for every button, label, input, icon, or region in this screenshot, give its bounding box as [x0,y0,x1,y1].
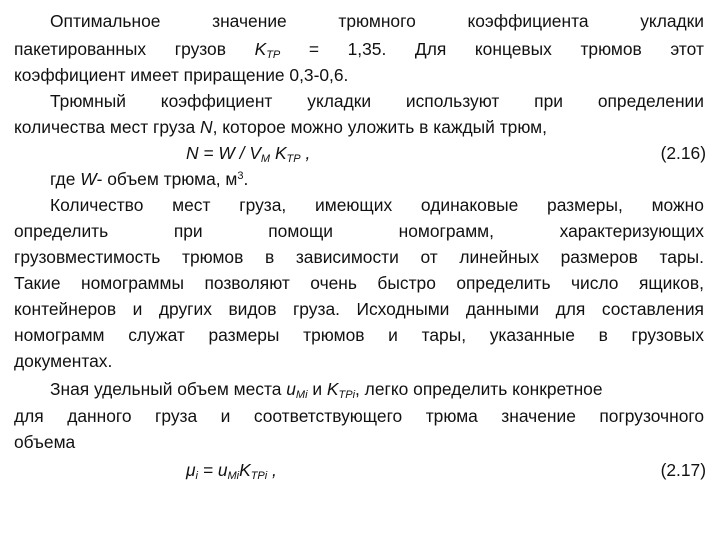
word: и [388,325,398,345]
word: номограмм [14,325,105,345]
word: размеры [208,325,280,345]
word: Исходными [356,299,450,319]
p1-line3: коэффициент имеет приращение 0,3-0,6. [14,65,349,85]
word: зависимости [295,247,399,267]
word: трюмного [338,11,416,31]
p3-line5 [14,296,704,322]
word: контейнеров [14,299,117,319]
word: от [420,247,438,267]
word: в [264,247,275,267]
p4-line3: объема [14,432,76,452]
p3-line1 [50,192,704,218]
word: размеров [560,247,638,267]
word: составления [601,299,704,319]
word: определить [14,221,109,241]
word: очень [310,273,357,293]
word: для [555,299,586,319]
k-tr-value: 1,35. [347,39,387,59]
k-tr-symbol: $K_{ТР}$ [254,39,281,61]
word: Трюмный [50,91,126,111]
word: размеры, [547,195,623,215]
word: помощи [268,221,333,241]
p1-line2 [14,36,704,62]
where-line: где W- объем трюма, $м^3$. [50,169,249,189]
word: укладки [640,11,704,31]
p4-line2 [14,403,704,429]
word: тары. [659,247,704,267]
word: Количество [50,195,144,215]
word: трюмов [181,247,244,267]
text-run: количества мест груза [14,117,201,137]
word: коэффициента [467,11,589,31]
word: соответствующего [253,406,403,426]
word: других [158,299,212,319]
word: грузов [174,39,226,59]
word: число [570,273,619,293]
word: служат [128,325,185,345]
word: быстро [377,273,436,293]
word: этот [670,39,704,59]
word: ящиков, [638,273,704,293]
word: имеющих [315,195,393,215]
p3-line7: документах. [14,351,113,371]
p3-line2 [14,218,704,244]
word: Такие [14,273,61,293]
word: грузовых [631,325,704,345]
word: концевых [474,39,552,59]
word: определении [597,91,704,111]
word: видов [228,299,277,319]
n-symbol: N [200,117,213,137]
word: трюмов [303,325,365,345]
word: характеризующих [559,221,704,241]
text-run: , которое можно уложить в каждый трюм, [212,117,547,137]
p1-line1 [50,8,704,34]
equals-sign: = [308,39,320,59]
word: при [534,91,563,111]
word: указанные [489,325,575,345]
word: груза, [239,195,287,215]
word: трюмов [580,39,642,59]
word: трюма [425,406,478,426]
p3-line6 [14,322,704,348]
word: коэффициент [160,91,273,111]
word: данного [67,406,132,426]
formula-2-16: $N = W / V_M$ $K_{ТР}$ , [186,143,311,165]
formula-2-16-number: (2.16) [660,143,706,163]
word: груза. [292,299,340,319]
word: пакетированных [14,39,147,59]
word: можно [651,195,704,215]
word: Оптимальное [50,11,161,31]
word: значение [212,11,287,31]
p3-line4 [14,270,704,296]
word: и [220,406,231,426]
p2-line1 [50,88,704,114]
word: тары, [421,325,467,345]
word: позволяют [204,273,290,293]
word: номограммы [80,273,184,293]
word: номограмм, [398,221,494,241]
word: мест [172,195,211,215]
word: груза [155,406,198,426]
p4-line1: Зная удельный объем места $u_{Mi}$ и $K_{TPi}$, легко определить конкретное [50,379,603,401]
word: определить [456,273,551,293]
word: в [598,325,608,345]
word: линейных [459,247,539,267]
word: Для [414,39,447,59]
word: данными [465,299,540,319]
word: для [14,406,44,426]
word: укладки [307,91,372,111]
word: значение [501,406,576,426]
formula-2-17: $\mu_i = u_{Mi}K_{TPi}$ , [186,460,277,482]
formula-2-17-number: (2.17) [660,460,706,480]
word: используют [405,91,500,111]
word: и [132,299,143,319]
word: грузовместимость [14,247,161,267]
word: при [173,221,203,241]
p2-line2 [14,114,704,140]
word: одинаковые [420,195,519,215]
p3-line3 [14,244,704,270]
word: погрузочного [599,406,704,426]
